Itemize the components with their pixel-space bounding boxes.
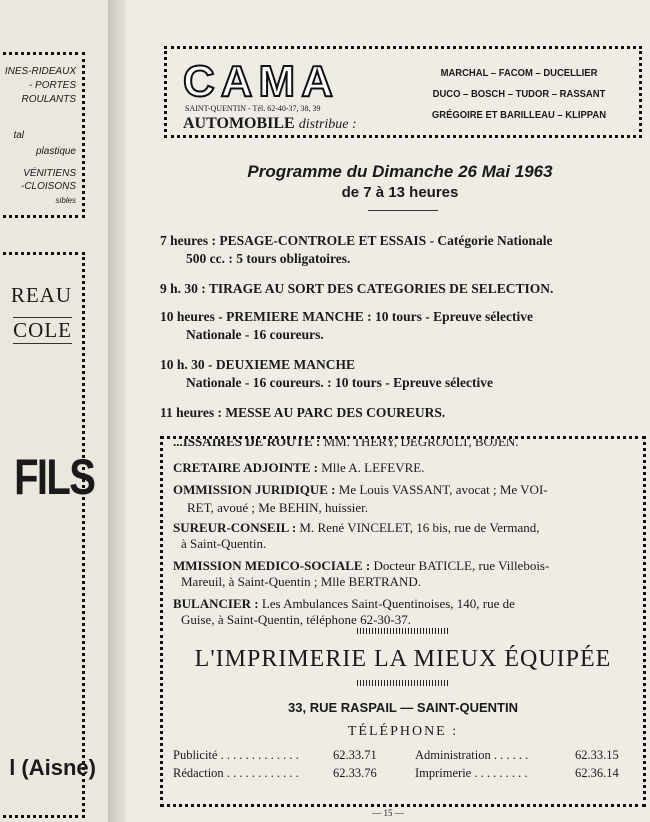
committee-role: CRETAIRE ADJOINTE : — [173, 460, 318, 475]
committee-line — [173, 459, 424, 477]
left-big-word: FILS — [13, 449, 94, 505]
phone-entry — [415, 748, 528, 763]
phone-number: 62.33.76 — [333, 766, 377, 780]
committee-list — [160, 436, 646, 631]
programme-item — [160, 232, 553, 268]
phone-label: Administration — [415, 748, 491, 762]
leader-dots: . . . . . . . . . — [471, 766, 528, 780]
phone-number: 62.36.14 — [575, 766, 619, 780]
cama-automobile — [183, 115, 357, 133]
committee-names: M. René VINCELET, 16 bis, rue de Vermand, — [296, 520, 540, 535]
left-ad-line: INES-RIDEAUX — [4, 66, 76, 77]
committee-line — [181, 535, 266, 553]
decorative-bars — [357, 628, 449, 634]
programme-subtitle: de 7 à 13 heures — [341, 184, 459, 201]
left-ad-line: ROULANTS — [21, 94, 76, 105]
programme-line: 10 h. 30 - DEUXIEME MANCHE — [160, 357, 356, 372]
leader-dots: . . . . . . — [490, 748, 529, 762]
cama-advertisement — [164, 46, 642, 138]
committee-names: RET, avoué ; Me BEHIN, huissier. — [187, 500, 369, 515]
phone-entry — [173, 748, 299, 763]
left-ad-line: VÉNITIENS — [23, 168, 76, 179]
imprimerie-advertisement — [160, 628, 646, 807]
programme-line: Nationale - 16 coureurs. — [186, 327, 324, 342]
committee-names: MM. THERY, DEGROULT, BOJEN. — [320, 436, 519, 449]
committee-names: Docteur BATICLE, rue Villebois- — [370, 558, 550, 573]
left-ad-box — [0, 52, 85, 218]
cama-address: SAINT-QUENTIN - Tél. 62-40-37, 38, 39 — [185, 104, 321, 113]
brand-line: DUCO – BOSCH – TUDOR – RASSANT — [432, 88, 606, 100]
committee-role: ...ISSAIRES DE ROUTE : — [173, 436, 321, 449]
telephone-label: TÉLÉPHONE : — [347, 724, 459, 739]
committee-role: MMISSION MEDICO-SOCIALE : — [173, 558, 371, 573]
left-ad-line: sibles — [55, 196, 76, 205]
committee-role: OMMISSION JURIDIQUE : — [173, 482, 336, 497]
programme-line: 11 heures : MESSE AU PARC DES COUREURS. — [160, 405, 446, 420]
left-bottom-text: l (Aisne) — [9, 755, 96, 780]
phone-entry — [415, 766, 527, 781]
programme-line: 7 heures : PESAGE-CONTROLE ET ESSAIS - Catégorie Nationale — [160, 233, 553, 248]
programme-item — [160, 404, 445, 422]
programme-item — [160, 356, 493, 392]
committee-line — [187, 499, 368, 517]
cama-logo: CAMA — [183, 57, 339, 106]
imprimerie-title: L'IMPRIMERIE LA MIEUX ÉQUIPÉE — [194, 646, 612, 672]
leader-dots: . . . . . . . . . . . . — [223, 766, 299, 780]
programme-line: 10 heures - PREMIERE MANCHE : 10 tours - Epreuve sélective — [160, 309, 533, 324]
brand-list — [416, 63, 621, 126]
left-ad-line: - PORTES — [28, 80, 76, 91]
left-ad-line: tal — [13, 130, 24, 141]
phone-entry — [173, 766, 299, 781]
page-number: — 15 — — [372, 808, 404, 818]
committee-line — [173, 481, 548, 499]
left-page — [0, 0, 108, 822]
committee-names: Mlle A. LEFEVRE. — [317, 460, 425, 475]
phone-label: Publicité — [173, 748, 218, 762]
right-page — [126, 0, 650, 822]
committee-line — [173, 436, 519, 451]
left-ad-line: plastique — [35, 146, 76, 157]
distribue-label: distribue : — [298, 117, 357, 132]
programme-line: 500 cc. : 5 tours obligatoires. — [186, 251, 351, 266]
committee-names: à Saint-Quentin. — [181, 536, 267, 551]
programme-line: Nationale - 16 coureurs. : 10 tours - Epreuve sélective — [186, 375, 493, 390]
left-ad-line: -CLOISONS — [20, 181, 76, 192]
committee-line — [181, 573, 421, 591]
left-ad-word: REAU — [10, 283, 72, 307]
programme-title: Programme du Dimanche 26 Mai 1963 — [247, 162, 553, 181]
committee-names: Me Louis VASSANT, avocat ; Me VOI- — [335, 482, 548, 497]
programme-item — [160, 308, 533, 344]
phone-label: Rédaction — [173, 766, 224, 780]
committee-names: Guise, à Saint-Quentin, téléphone 62-30-37. — [181, 612, 411, 627]
committee-names: Les Ambulances Saint-Quentinoises, 140, rue de — [258, 596, 515, 611]
programme-line: 9 h. 30 : TIRAGE AU SORT DES CATEGORIES DE SELECTION. — [160, 281, 554, 296]
automobile-label: AUTOMOBILE — [183, 115, 295, 132]
brand-line: MARCHAL – FACOM – DUCELLIER — [440, 67, 598, 79]
committee-names: Mareuil, à Saint-Quentin ; Mlle BERTRAND. — [181, 574, 422, 589]
leader-dots: . . . . . . . . . . . . . — [217, 748, 299, 762]
page-gutter — [108, 0, 126, 822]
committee-role: BULANCIER : — [173, 596, 259, 611]
left-ad-box-2 — [0, 252, 85, 818]
phone-label: Imprimerie — [415, 766, 472, 780]
phone-number: 62.33.71 — [333, 748, 377, 762]
imprimerie-address: 33, RUE RASPAIL — SAINT-QUENTIN — [288, 700, 518, 715]
brand-line: GRÉGOIRE ET BARILLEAU – KLIPPAN — [431, 109, 607, 121]
left-ad-word: COLE — [13, 318, 72, 342]
committee-line — [181, 611, 411, 629]
committee-role: SUREUR-CONSEIL : — [173, 520, 297, 535]
decorative-bars — [357, 680, 449, 686]
divider — [368, 210, 438, 211]
phone-number: 62.33.15 — [575, 748, 619, 762]
programme-item — [160, 280, 553, 298]
